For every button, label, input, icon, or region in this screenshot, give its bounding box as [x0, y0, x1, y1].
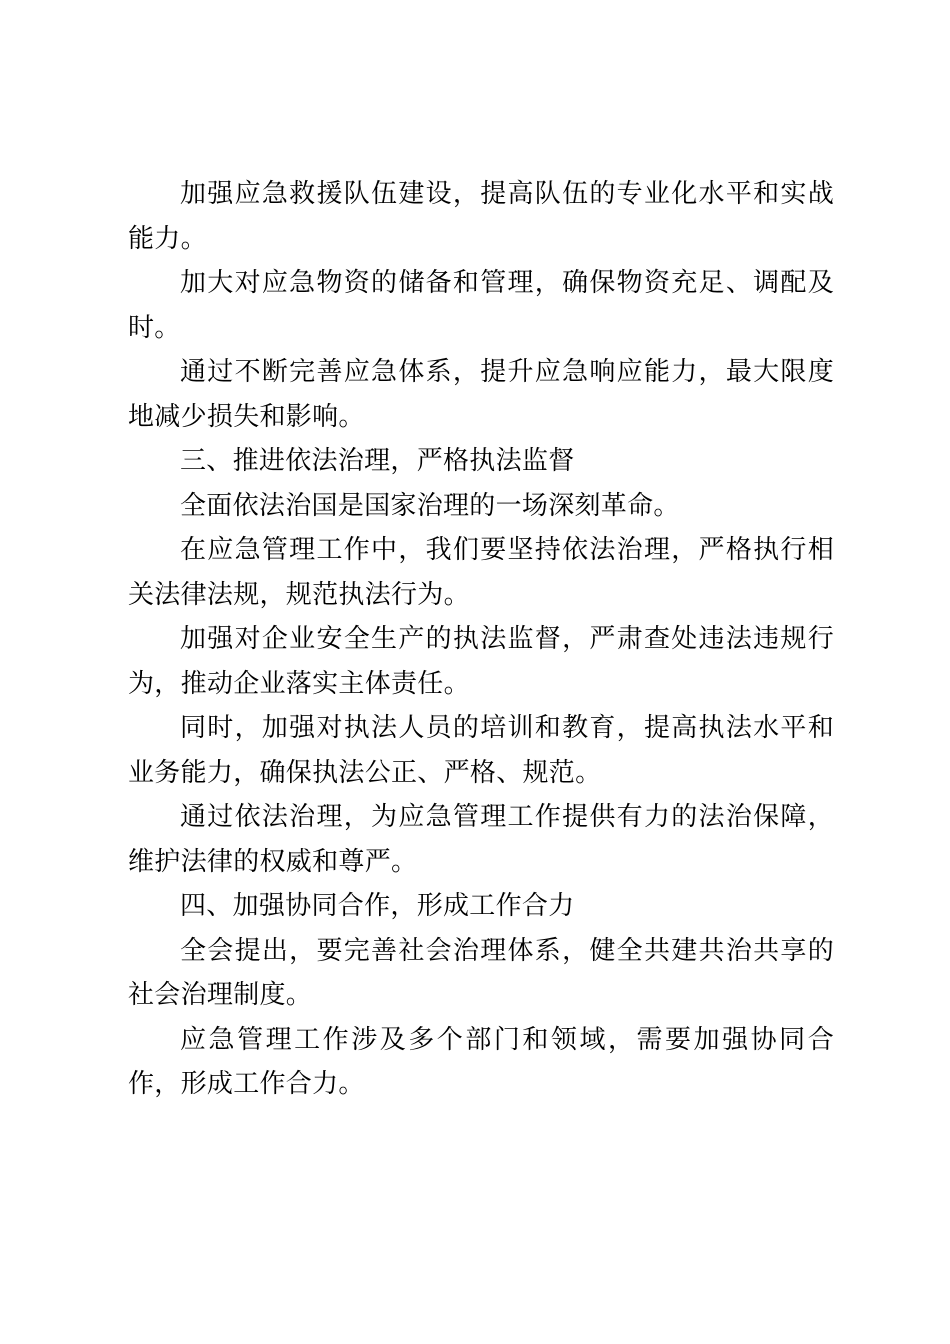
paragraph: 全面依法治国是国家治理的一场深刻革命。 — [180, 490, 680, 521]
paragraph: 加强应急救援队伍建设，提高队伍的专业化水平和实战能力。 — [128, 179, 834, 254]
paragraph: 同时，加强对执法人员的培训和教育，提高执法水平和业务能力，确保执法公正、严格、规范。 — [128, 713, 834, 788]
paragraph: 应急管理工作涉及多个部门和领域，需要加强协同合作，形成工作合力。 — [128, 1024, 834, 1099]
paragraph: 通过依法治理，为应急管理工作提供有力的法治保障，维护法律的权威和尊严。 — [128, 802, 834, 877]
paragraph: 通过不断完善应急体系，提升应急响应能力，最大限度地减少损失和影响。 — [128, 357, 834, 432]
paragraph: 加大对应急物资的储备和管理，确保物资充足、调配及时。 — [128, 268, 834, 343]
section-heading: 三、推进依法治理，严格执法监督 — [180, 446, 575, 476]
document-body — [128, 172, 834, 1107]
paragraph: 加强对企业安全生产的执法监督，严肃查处违法违规行为，推动企业落实主体责任。 — [128, 624, 834, 699]
paragraph: 在应急管理工作中，我们要坚持依法治理，严格执行相关法律法规，规范执法行为。 — [128, 535, 834, 610]
section-heading: 四、加强协同合作，形成工作合力 — [180, 891, 575, 921]
paragraph: 全会提出，要完善社会治理体系，健全共建共治共享的社会治理制度。 — [128, 935, 834, 1010]
